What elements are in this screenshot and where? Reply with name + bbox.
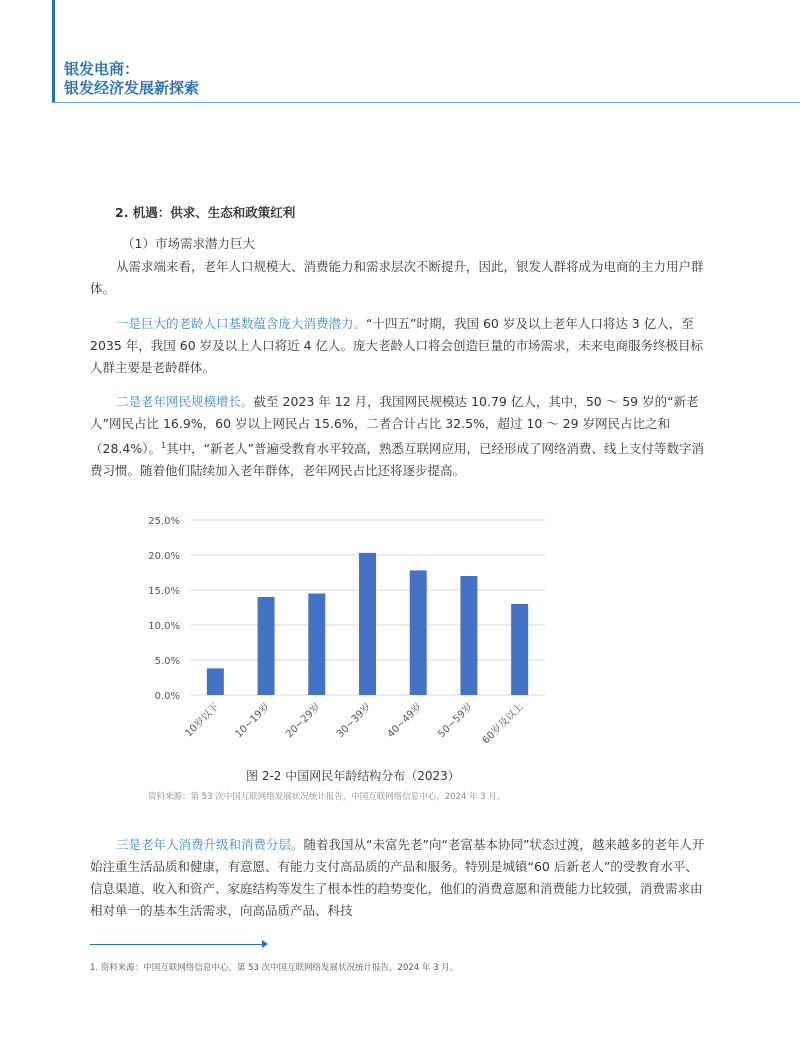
y-tick-label: 10.0% — [148, 621, 180, 632]
intro-paragraph — [90, 256, 710, 300]
paragraph-2 — [90, 391, 710, 482]
y-tick-label: 25.0% — [148, 516, 180, 527]
book-title — [64, 60, 199, 98]
x-tick-label: 20~29岁 — [284, 701, 323, 741]
paragraph-2-text-a: 截至 2023 年 12 月，我国网民规模达 10.79 亿人，其中，50 ～ 59 岁的“新老人”网民占比 16.9%，60 岁以上网民占 15.6%，二者合计占比 32.5%，超过 10 ～ 29 岁网民占比之和（28.4%）。 — [90, 394, 699, 457]
paragraph-1-highlight: 一是巨大的老龄人口基数蕴含庞大消费潜力。 — [116, 316, 367, 331]
figure-source: 资料来源：第 53 次中国互联网络发展状况统计报告，中国互联网络信息中心，2024 年 3 月。 — [148, 792, 506, 802]
x-tick-label: 10岁以下 — [183, 701, 222, 740]
y-tick-label: 20.0% — [148, 551, 180, 562]
section-heading: 2. 机遇：供求、生态和政策红利 — [115, 205, 296, 220]
x-tick-label: 40~49岁 — [385, 701, 425, 741]
paragraph-1 — [90, 313, 710, 379]
x-tick-label: 60岁及以上 — [480, 701, 526, 747]
y-tick-label: 0.0% — [154, 691, 180, 702]
sub-heading: （1）市场需求潜力巨大 — [122, 236, 255, 251]
y-tick-label: 15.0% — [148, 586, 180, 597]
footnote-ref: 1 — [160, 441, 167, 450]
paragraph-2-highlight: 二是老年网民规模增长。 — [116, 394, 254, 409]
book-title-line2: 银发经济发展新探索 — [64, 79, 200, 97]
figure-caption: 图 2-2 中国网民年龄结构分布（2023） — [246, 769, 460, 783]
age-distribution-chart — [140, 508, 560, 758]
bar-7 — [511, 604, 528, 695]
footnote-arrow-icon — [262, 940, 268, 948]
paragraph-2-text-b: 其中，“新老人”普遍受教育水平较高，熟悉互联网应用，已经形成了网络消费、线上支付等数字消费习惯。随着他们陆续加入老年群体，老年网民占比还将逐步提高。 — [90, 441, 705, 479]
bar-5 — [410, 570, 427, 695]
header-divider — [52, 102, 800, 103]
paragraph-1-text: “十四五”时期，我国 60 岁及以上老年人口将达 3 亿人，至 2035 年，我国 60 岁及以上人口将近 4 亿人。庞大老龄人口将会创造巨量的市场需求，未来电商服务终极目标人群主要是老龄群体。 — [90, 316, 704, 375]
bar-3 — [308, 594, 325, 696]
x-tick-label: 50~59岁 — [436, 701, 476, 741]
bar-2 — [258, 597, 275, 695]
header-accent-bar — [52, 0, 55, 102]
paragraph-3-highlight: 三是老年人消费升级和消费分层。 — [116, 837, 304, 852]
paragraph-3-text: 随着我国从“未富先老”向“老富基本协同”状态过渡，越来越多的老年人开始注重生活品质和健康，有意愿、有能力支付高品质的产品和服务。特别是城镇“60 后新老人”的受教育水平、信息渠道、收入和资产、家庭结构等发生了根本性的趋势变化，他们的消费意愿和消费能力比较强，消费需求由相对单一的基本生活需求，向高品质产品、科技 — [90, 837, 705, 918]
bar-1 — [207, 668, 224, 695]
bar-6 — [460, 576, 477, 695]
bar-4 — [359, 553, 376, 695]
footnote-divider — [90, 944, 265, 945]
intro-text: 从需求端来看，老年人口规模大、消费能力和需求层次不断提升，因此，银发人群将成为电商的主力用户群体。 — [90, 259, 704, 296]
paragraph-3 — [90, 834, 710, 922]
x-tick-label: 30~39岁 — [334, 701, 374, 741]
book-title-line1: 银发电商： — [64, 60, 140, 78]
y-tick-label: 5.0% — [154, 656, 180, 667]
x-tick-label: 10~19岁 — [233, 701, 273, 741]
footnote: 1. 资料来源：中国互联网络信息中心，第 53 次中国互联网络发展状况统计报告，2024 年 3 月。 — [90, 963, 459, 973]
